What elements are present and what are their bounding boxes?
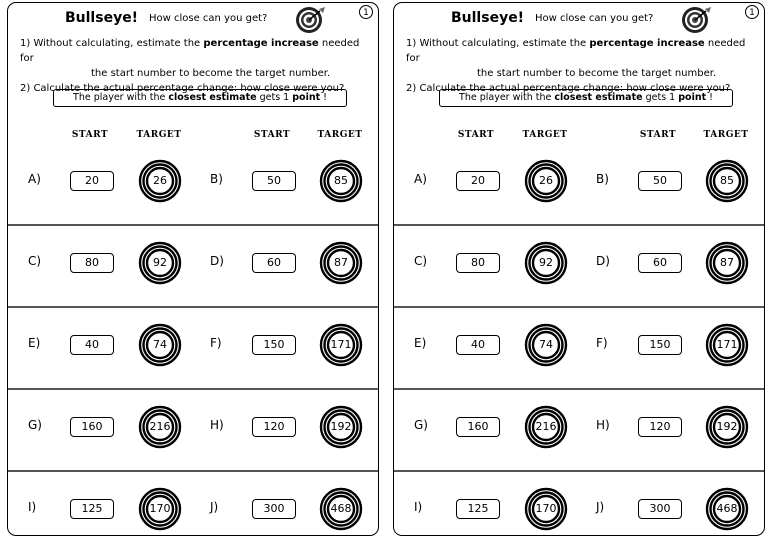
instruction-2: 2) Calculate the actual percentage change: how close were you? [20, 83, 345, 94]
target-bullseye [138, 323, 182, 367]
start-number-box: 60 [252, 253, 296, 273]
sheet-number-badge: 1 [745, 5, 759, 19]
question-label: C) [414, 254, 428, 268]
question-label: C) [28, 254, 42, 268]
column-header-start: START [253, 130, 291, 140]
start-number-box: 300 [638, 499, 682, 519]
sheet-number-badge: 1 [359, 5, 373, 19]
start-number-box: 80 [456, 253, 500, 273]
start-number-box: 125 [70, 499, 114, 519]
target-bullseye [705, 405, 749, 449]
target-bullseye [138, 405, 182, 449]
question-label: H) [596, 418, 610, 432]
target-number: 192 [330, 420, 352, 433]
instructions [406, 36, 758, 96]
target-number: 74 [153, 338, 167, 351]
target-number: 92 [539, 256, 553, 269]
dartboard-icon [294, 5, 328, 35]
start-number-box: 20 [456, 171, 500, 191]
column-header-start: START [71, 130, 109, 140]
dartboard-icon [680, 5, 714, 35]
worksheet-card [393, 2, 765, 536]
target-number: 85 [720, 174, 734, 187]
column-header-target: TARGET [522, 130, 568, 140]
row-divider [8, 306, 378, 308]
target-bullseye [138, 241, 182, 285]
target-number: 216 [149, 420, 171, 433]
target-bullseye [524, 323, 568, 367]
row-divider [8, 388, 378, 390]
row-divider [394, 306, 764, 308]
question-label: B) [596, 172, 609, 186]
start-number-box: 40 [456, 335, 500, 355]
target-bullseye [319, 241, 363, 285]
instruction-1: 1) Without calculating, estimate the percentage increase needed for [406, 38, 746, 64]
target-number: 170 [535, 502, 557, 515]
target-bullseye [524, 487, 568, 531]
question-label: J) [596, 500, 605, 514]
start-number-box: 150 [638, 335, 682, 355]
start-number-box: 20 [70, 171, 114, 191]
question-label: G) [28, 418, 42, 432]
row-divider [394, 224, 764, 226]
target-bullseye [138, 487, 182, 531]
start-number-box: 120 [252, 417, 296, 437]
target-number: 26 [153, 174, 167, 187]
question-label: H) [210, 418, 224, 432]
target-number: 468 [330, 502, 352, 515]
instructions [20, 36, 372, 96]
target-number: 171 [716, 338, 738, 351]
column-header-start: START [639, 130, 677, 140]
target-bullseye [319, 405, 363, 449]
instruction-2: 2) Calculate the actual percentage change: how close were you? [406, 83, 731, 94]
question-label: F) [596, 336, 608, 350]
row-divider [8, 224, 378, 226]
target-bullseye [138, 159, 182, 203]
row-divider [394, 470, 764, 472]
target-number: 87 [334, 256, 348, 269]
worksheet-title: Bullseye! [65, 10, 139, 26]
target-bullseye [705, 323, 749, 367]
instruction-1-continued: the start number to become the target number. [91, 68, 331, 79]
instruction-1: 1) Without calculating, estimate the percentage increase needed for [20, 38, 360, 64]
target-bullseye [705, 159, 749, 203]
question-label: D) [210, 254, 224, 268]
target-bullseye [524, 159, 568, 203]
question-label: I) [414, 500, 423, 514]
target-number: 87 [720, 256, 734, 269]
target-bullseye [319, 487, 363, 531]
column-header-start: START [457, 130, 495, 140]
target-bullseye [524, 405, 568, 449]
start-number-box: 50 [638, 171, 682, 191]
question-label: B) [210, 172, 223, 186]
target-bullseye [705, 241, 749, 285]
start-number-box: 80 [70, 253, 114, 273]
instruction-1-continued: the start number to become the target number. [477, 68, 717, 79]
target-number: 26 [539, 174, 553, 187]
target-number: 170 [149, 502, 171, 515]
column-header-target: TARGET [703, 130, 749, 140]
target-number: 468 [716, 502, 738, 515]
scoring-banner: The player with the closest estimate gets 1 point ! [439, 89, 733, 107]
question-label: G) [414, 418, 428, 432]
question-label: A) [28, 172, 41, 186]
start-number-box: 60 [638, 253, 682, 273]
scoring-banner: The player with the closest estimate gets 1 point ! [53, 89, 347, 107]
start-number-box: 40 [70, 335, 114, 355]
question-label: F) [210, 336, 222, 350]
column-header-target: TARGET [317, 130, 363, 140]
target-number: 192 [716, 420, 738, 433]
target-bullseye [705, 487, 749, 531]
question-label: J) [210, 500, 219, 514]
question-label: E) [28, 336, 41, 350]
start-number-box: 125 [456, 499, 500, 519]
worksheet-tagline: How close can you get? [149, 13, 268, 24]
target-number: 171 [330, 338, 352, 351]
target-number: 85 [334, 174, 348, 187]
start-number-box: 150 [252, 335, 296, 355]
target-bullseye [319, 159, 363, 203]
target-number: 216 [535, 420, 557, 433]
row-divider [394, 388, 764, 390]
start-number-box: 160 [70, 417, 114, 437]
row-divider [8, 470, 378, 472]
target-bullseye [319, 323, 363, 367]
target-number: 74 [539, 338, 553, 351]
start-number-box: 160 [456, 417, 500, 437]
question-label: D) [596, 254, 610, 268]
column-header-target: TARGET [136, 130, 182, 140]
question-label: A) [414, 172, 427, 186]
worksheet-title: Bullseye! [451, 10, 525, 26]
start-number-box: 300 [252, 499, 296, 519]
worksheet-tagline: How close can you get? [535, 13, 654, 24]
question-label: I) [28, 500, 37, 514]
question-label: E) [414, 336, 427, 350]
target-bullseye [524, 241, 568, 285]
start-number-box: 50 [252, 171, 296, 191]
start-number-box: 120 [638, 417, 682, 437]
worksheet-card [7, 2, 379, 536]
target-number: 92 [153, 256, 167, 269]
